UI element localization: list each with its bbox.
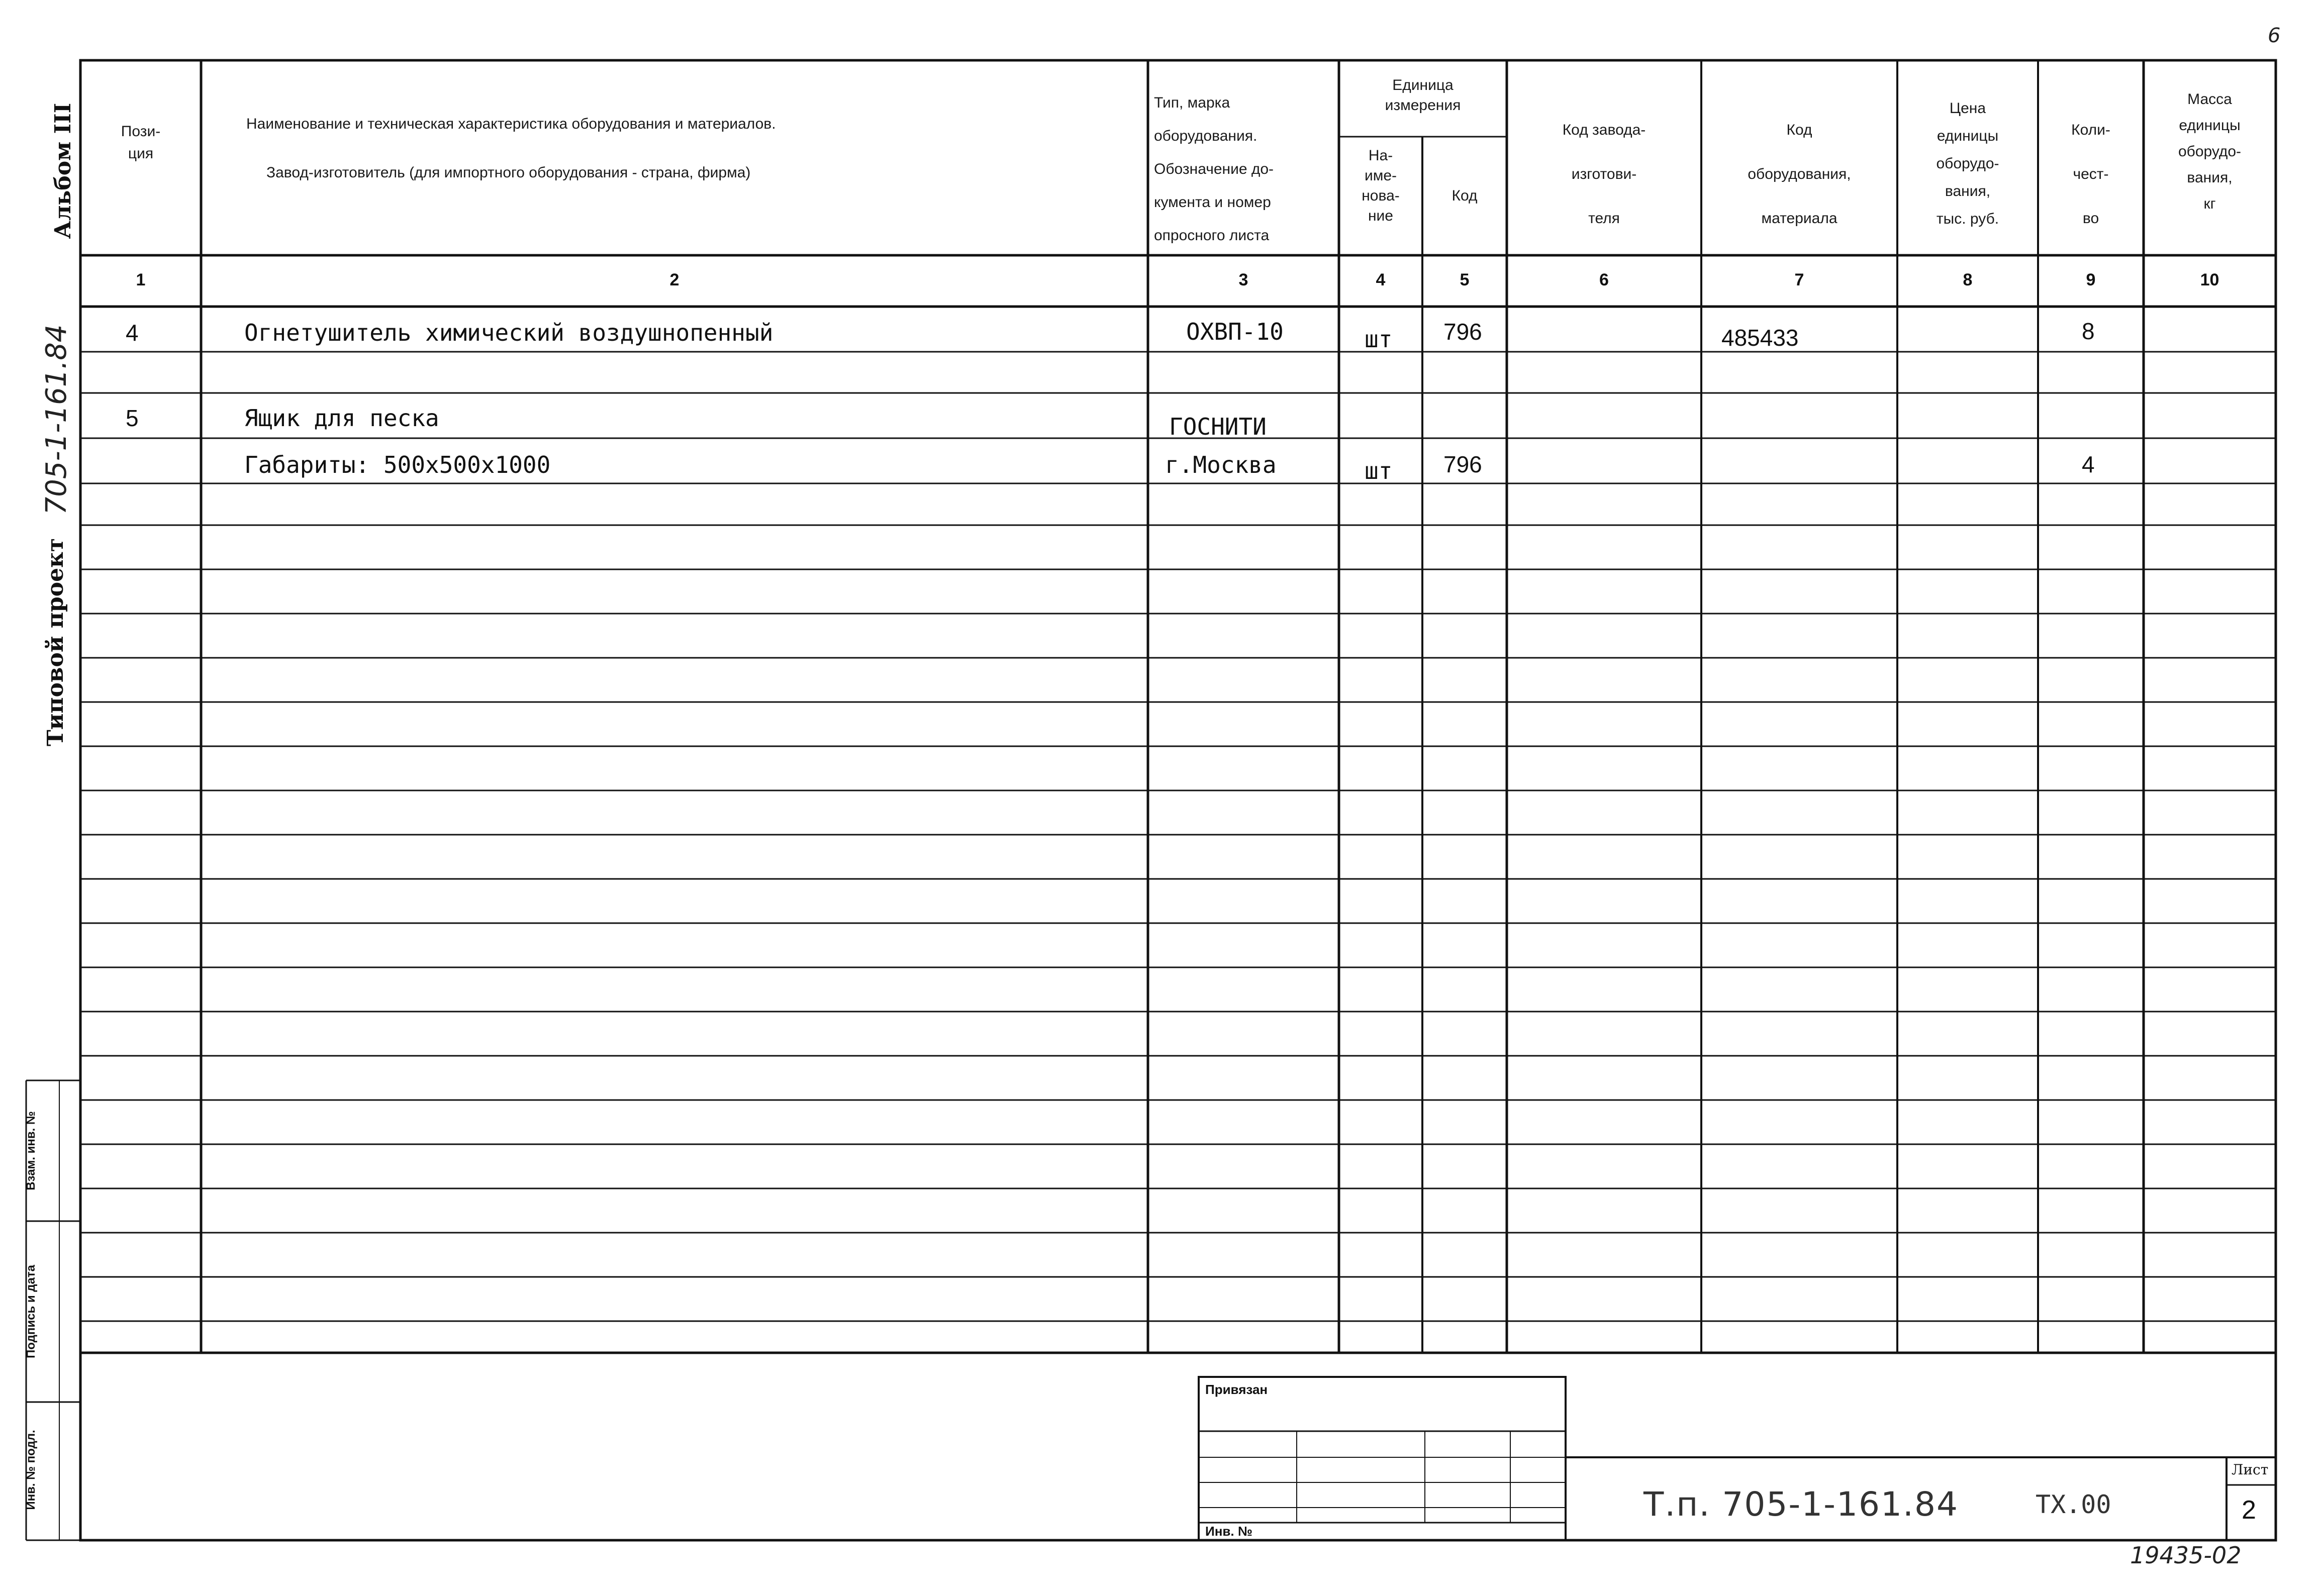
document-designation: Т.п. 705-1-161.84 <box>1643 1485 1959 1524</box>
sign-date-label: Подпись и дата <box>24 1265 38 1358</box>
row-type: ОХВП-10 <box>1186 318 1284 345</box>
header-mass: Масса единицы оборудо- вания, кг <box>2178 91 2242 212</box>
row-quantity: 8 <box>2082 318 2095 344</box>
row-unit: шт <box>1365 457 1393 484</box>
column-number: 5 <box>1460 270 1470 289</box>
row-equipment-code: 485433 <box>1721 325 1799 351</box>
stamp-approved-label: Привязан <box>1205 1382 1268 1397</box>
sheet-label: Лист <box>2232 1461 2269 1478</box>
header-quantity: Коли- чест- во <box>2071 122 2110 227</box>
header-name-line2: Завод-изготовитель (для импортного оборудования - страна, фирма) <box>266 164 751 181</box>
header-position: Пози- ция <box>121 123 161 162</box>
column-number: 7 <box>1794 270 1804 289</box>
header-plant-code: Код завода- изготови- теля <box>1562 122 1646 227</box>
column-number: 2 <box>669 270 680 289</box>
row-unit-code: 796 <box>1443 319 1482 345</box>
column-number: 10 <box>2200 270 2219 289</box>
header-unit-group: Единица измерения <box>1385 77 1461 114</box>
header-equipment-code: Код оборудования, материала <box>1748 122 1851 227</box>
album-label: Альбом III <box>50 103 76 239</box>
row-type: г.Москва <box>1165 451 1277 478</box>
header-name-line1: Наименование и техническая характеристика оборудования и материалов. <box>246 116 776 132</box>
header-type: Тип, марка оборудования. Обозначение до- кумента и номер опросного листа <box>1154 94 1274 244</box>
column-number: 6 <box>1599 270 1609 289</box>
sheet-number: 2 <box>2242 1495 2256 1525</box>
stamp-inv-label: Инв. № <box>1205 1524 1252 1539</box>
row-position: 4 <box>126 320 139 346</box>
row-unit: шт <box>1365 326 1393 353</box>
header-unit-code: Код <box>1452 187 1478 204</box>
row-name: Габариты: 500х500х1000 <box>244 451 551 478</box>
row-name: Ящик для песка <box>244 405 439 432</box>
row-type: ГОСНИТИ <box>1169 413 1267 440</box>
header-price: Цена единицы оборудо- вания, тыс. руб. <box>1936 100 1999 227</box>
header-unit-name: На- име- нова- ние <box>1362 147 1400 224</box>
column-number: 1 <box>136 270 146 289</box>
row-position: 5 <box>126 405 139 431</box>
inv-replace-label: Взам. инв. № <box>24 1111 38 1190</box>
column-number: 9 <box>2086 270 2096 289</box>
archive-number: 19435-02 <box>2130 1542 2242 1569</box>
document-code: ТХ.00 <box>2036 1490 2111 1519</box>
inv-orig-label: Инв. № подл. <box>24 1430 38 1510</box>
column-number: 4 <box>1376 270 1386 289</box>
column-number: 3 <box>1238 270 1248 289</box>
row-unit-code: 796 <box>1443 451 1482 477</box>
column-number: 8 <box>1963 270 1973 289</box>
page-mark: 6 <box>2268 24 2281 47</box>
project-number-handwritten: 705-1-161.84 <box>40 324 73 515</box>
project-label: Типовой проект <box>43 538 68 746</box>
row-quantity: 4 <box>2082 451 2095 477</box>
row-name: Огнетушитель химический воздушнопенный <box>244 319 773 346</box>
